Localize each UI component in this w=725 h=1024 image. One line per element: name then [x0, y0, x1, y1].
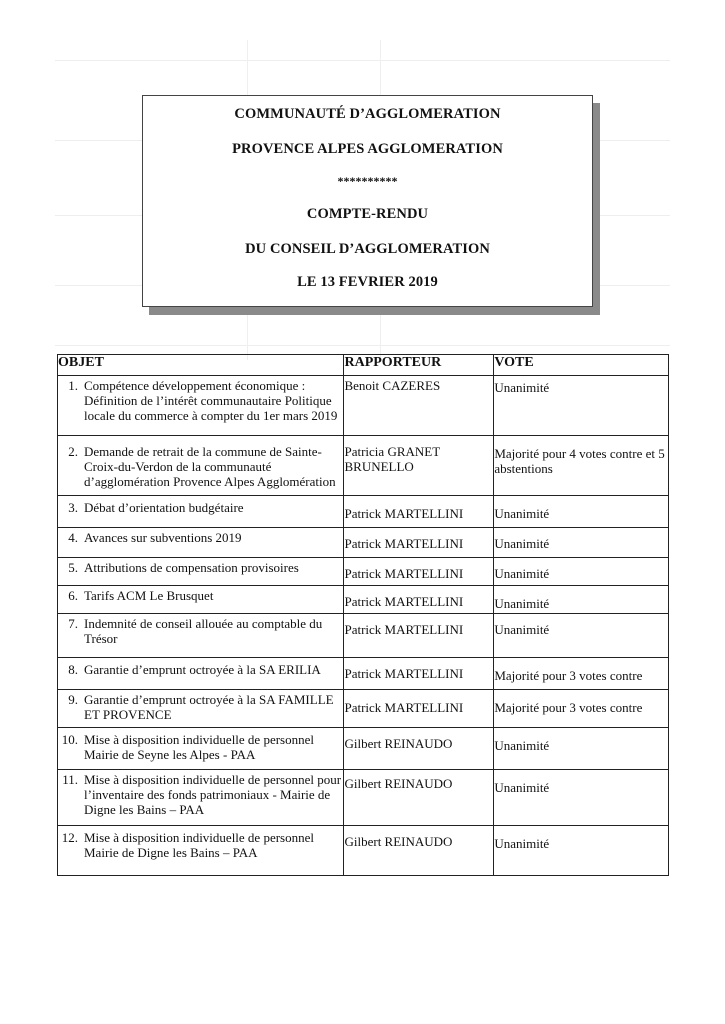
rapporteur-cell: Patrick MARTELLINI — [344, 690, 494, 728]
table-row — [58, 826, 669, 876]
item-objet: Mise à disposition individuelle de personnel Mairie de Seyne les Alpes - PAA — [84, 732, 314, 762]
item-number: 11. — [62, 772, 78, 787]
item-number: 7. — [68, 616, 78, 631]
rapporteur-cell: Patrick MARTELLINI — [344, 658, 494, 690]
rapporteur-cell: Gilbert REINAUDO — [344, 826, 494, 876]
table-row — [58, 376, 669, 436]
objet-cell — [58, 528, 344, 558]
vote-cell: Majorité pour 3 votes contre — [494, 658, 669, 690]
table-row — [58, 586, 669, 614]
item-objet: Garantie d’emprunt octroyée à la SA FAMILLE ET PROVENCE — [84, 692, 334, 722]
table-row — [58, 528, 669, 558]
table-row — [58, 770, 669, 826]
item-objet: Demande de retrait de la commune de Sainte-Croix-du-Verdon de la communauté d’agglomération Provence Alpes Agglomération — [84, 444, 336, 489]
vote-cell: Unanimité — [494, 826, 669, 876]
column-header-rapporteur-label: RAPPORTEUR — [344, 355, 442, 370]
item-objet: Débat d’orientation budgétaire — [84, 500, 244, 515]
vote-cell: Unanimité — [494, 614, 669, 658]
table-row — [58, 614, 669, 658]
vote-cell: Majorité pour 3 votes contre — [494, 690, 669, 728]
item-number: 9. — [68, 692, 78, 707]
item-objet: Tarifs ACM Le Brusquet — [84, 588, 214, 603]
objet-cell — [58, 826, 344, 876]
vote-cell: Unanimité — [494, 496, 669, 528]
item-objet: Compétence développement économique : Définition de l’intérêt communautaire Politique locale du commerce à compter du 1er mars 2019 — [84, 378, 338, 423]
column-header-vote — [494, 355, 669, 376]
item-objet: Attributions de compensation provisoires — [84, 560, 299, 575]
objet-cell — [58, 436, 344, 496]
rapporteur-cell: Gilbert REINAUDO — [344, 728, 494, 770]
rapporteur-cell: Patrick MARTELLINI — [344, 528, 494, 558]
header-organization-line1: COMMUNAUTÉ D’AGGLOMERATION — [234, 106, 501, 122]
item-number: 2. — [68, 444, 78, 459]
table-row — [58, 728, 669, 770]
item-number: 3. — [68, 500, 78, 515]
vote-cell: Unanimité — [494, 728, 669, 770]
item-number: 6. — [68, 588, 78, 603]
rapporteur-cell: Patrick MARTELLINI — [344, 558, 494, 586]
rapporteur-cell: Patricia GRANET BRUNELLO — [344, 436, 494, 496]
table-row — [58, 690, 669, 728]
column-header-objet: OBJET — [58, 355, 344, 376]
item-number: 5. — [68, 560, 78, 575]
objet-cell — [58, 496, 344, 528]
vote-cell: Unanimité — [494, 376, 669, 436]
item-objet: Garantie d’emprunt octroyée à la SA ERILIA — [84, 662, 321, 677]
table-row — [58, 436, 669, 496]
table-header-row — [58, 355, 669, 376]
column-header-rapporteur — [344, 355, 494, 376]
header-title-line2: DU CONSEIL D’AGGLOMERATION — [245, 241, 490, 257]
rapporteur-cell: Patrick MARTELLINI — [344, 496, 494, 528]
objet-cell — [58, 558, 344, 586]
rapporteur-cell: Patrick MARTELLINI — [344, 586, 494, 614]
item-objet: Mise à disposition individuelle de personnel pour l’inventaire des fonds patrimoniaux - Mairie de Digne les Bains – PAA — [84, 772, 342, 817]
deliberations-table — [57, 354, 669, 876]
item-objet: Avances sur subventions 2019 — [84, 530, 242, 545]
table-row — [58, 496, 669, 528]
objet-cell — [58, 586, 344, 614]
item-number: 4. — [68, 530, 78, 545]
objet-cell — [58, 658, 344, 690]
rapporteur-cell: Patrick MARTELLINI — [344, 614, 494, 658]
item-number: 10. — [61, 732, 78, 747]
vote-cell: Unanimité — [494, 586, 669, 614]
objet-cell — [58, 728, 344, 770]
objet-cell — [58, 614, 344, 658]
header-title-line1: COMPTE-RENDU — [306, 206, 429, 222]
rapporteur-cell: Gilbert REINAUDO — [344, 770, 494, 826]
header-organization-line2: PROVENCE ALPES AGGLOMERATION — [232, 141, 503, 157]
column-header-vote-label: VOTE — [494, 355, 534, 370]
objet-cell — [58, 770, 344, 826]
header-date: LE 13 FEVRIER 2019 — [297, 274, 438, 290]
vote-cell: Unanimité — [494, 528, 669, 558]
item-number: 1. — [68, 378, 78, 393]
vote-cell: Unanimité — [494, 770, 669, 826]
table-row — [58, 658, 669, 690]
rapporteur-cell: Benoit CAZERES — [344, 376, 494, 436]
document-header — [142, 95, 593, 307]
item-objet: Mise à disposition individuelle de personnel Mairie de Digne les Bains – PAA — [84, 830, 314, 860]
item-number: 12. — [61, 830, 78, 845]
vote-cell: Unanimité — [494, 558, 669, 586]
vote-cell: Majorité pour 4 votes contre et 5 abstentions — [494, 436, 669, 496]
table-row — [58, 558, 669, 586]
item-objet: Indemnité de conseil allouée au comptable du Trésor — [84, 616, 323, 646]
objet-cell — [58, 376, 344, 436]
header-separator: ********** — [337, 174, 398, 188]
item-number: 8. — [68, 662, 78, 677]
objet-cell — [58, 690, 344, 728]
